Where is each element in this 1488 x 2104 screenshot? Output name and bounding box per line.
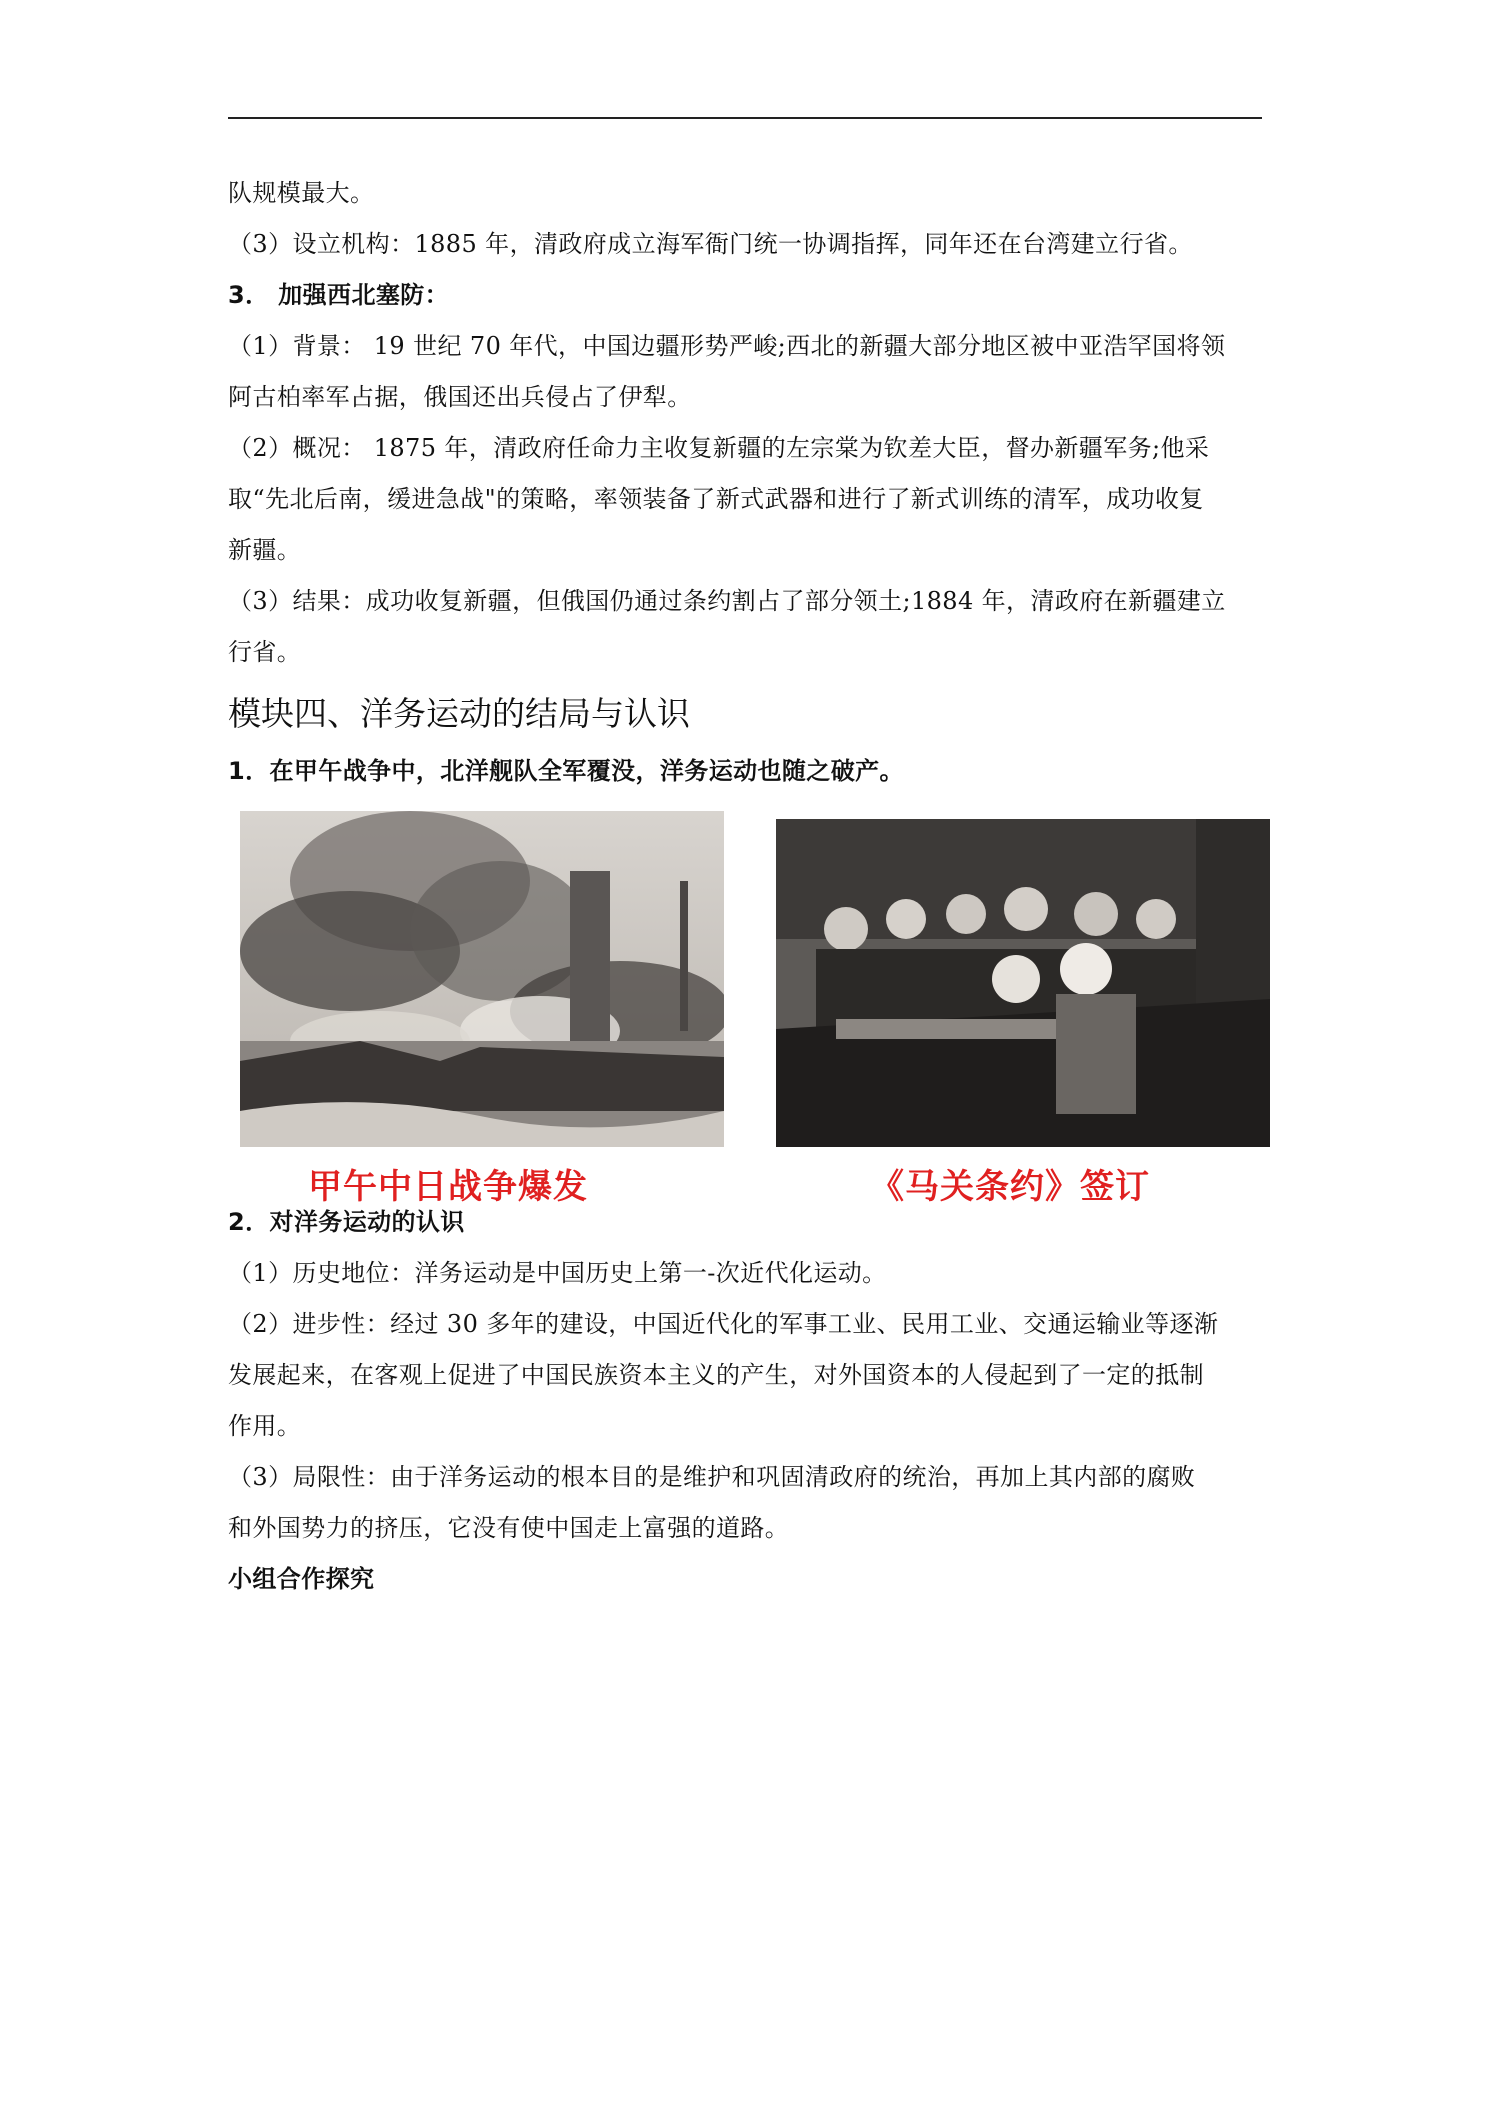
text-line: 队规模最大。 bbox=[228, 179, 375, 207]
caption-treaty-of-shimonoseki: 《马关条约》签订 bbox=[870, 1167, 1150, 1207]
naval-battle-photo bbox=[240, 811, 724, 1147]
page-content bbox=[228, 168, 1274, 1605]
figure-pair bbox=[228, 797, 1274, 1207]
section-heading: 3． 加强西北塞防： bbox=[228, 281, 450, 309]
text-block-1 bbox=[228, 168, 1274, 678]
text-line: （3）局限性：由于洋务运动的根本目的是维护和巩固清政府的统治，再加上其内部的腐败 bbox=[228, 1463, 1196, 1491]
text-line: 和外国势力的挤压，它没有使中国走上富强的道路。 bbox=[228, 1514, 790, 1542]
text-line: （2）概况： 1875 年，清政府任命力主收复新疆的左宗棠为钦差大臣，督办新疆军务;他采 bbox=[228, 434, 1210, 462]
text-line: （1）历史地位：洋务运动是中国历史上第一-次近代化运动。 bbox=[228, 1259, 887, 1287]
text-line: （3）设立机构：1885 年，清政府成立海军衙门统一协调指挥，同年还在台湾建立行省。 bbox=[228, 230, 1193, 258]
header-rule bbox=[228, 117, 1262, 119]
text-line: 新疆。 bbox=[228, 536, 302, 564]
caption-sino-japanese-war: 甲午中日战争爆发 bbox=[308, 1167, 588, 1207]
module-title: 模块四、洋务运动的结局与认识 bbox=[228, 694, 690, 733]
text-line: 行省。 bbox=[228, 638, 302, 666]
text-line: 作用。 bbox=[228, 1412, 302, 1440]
text-line: （3）结果：成功收复新疆，但俄国仍通过条约割占了部分领土;1884 年，清政府在新疆建立 bbox=[228, 587, 1226, 615]
section-heading: 小组合作探究 bbox=[228, 1565, 375, 1593]
point-1-heading: 1．在甲午战争中，北洋舰队全军覆没，洋务运动也随之破产。 bbox=[228, 757, 904, 785]
text-line: 发展起来，在客观上促进了中国民族资本主义的产生，对外国资本的人侵起到了一定的抵制 bbox=[228, 1361, 1204, 1389]
section-heading: 2．对洋务运动的认识 bbox=[228, 1208, 465, 1236]
treaty-signing-photo bbox=[776, 819, 1270, 1147]
text-block-2 bbox=[228, 1197, 1274, 1605]
text-line: （1）背景： 19 世纪 70 年代，中国边疆形势严峻;西北的新疆大部分地区被中亚浩罕国将领 bbox=[228, 332, 1226, 360]
text-line: 阿古柏率军占据，俄国还出兵侵占了伊犁。 bbox=[228, 383, 692, 411]
text-line: 取“先北后南，缓进急战"的策略，率领装备了新式武器和进行了新式训练的清军，成功收复 bbox=[228, 485, 1204, 513]
text-line: （2）进步性：经过 30 多年的建设，中国近代化的军事工业、民用工业、交通运输业等逐渐 bbox=[228, 1310, 1219, 1338]
